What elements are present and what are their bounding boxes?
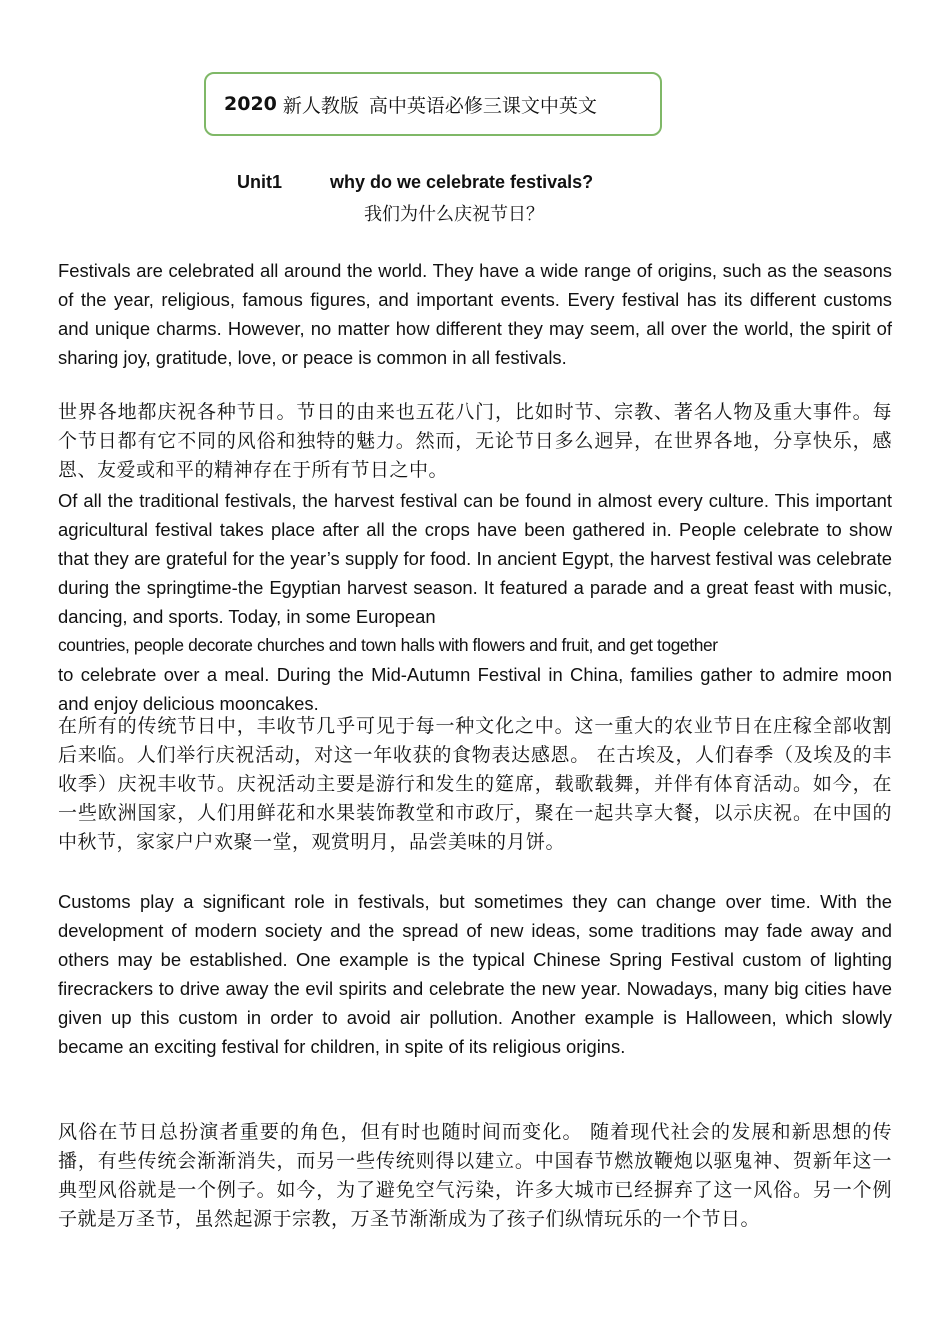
paragraph-2-en-part-b: countries, people decorate churches and town halls with flowers and fruit, and get together bbox=[58, 635, 718, 655]
title-year: 2020 bbox=[224, 93, 277, 115]
paragraph-1-en: Festivals are celebrated all around the world. They have a wide range of origins, such as the seasons of the year, religious, famous figures, and important events. Every festival has its different customs and unique charms. However, no matter how different they may seem, all over the world, the spirit of sharing joy, gratitude, love, or peace is common in all festivals. bbox=[58, 260, 892, 368]
paragraph-2-en-part-a: Of all the traditional festivals, the harvest festival can be found in almost every culture. This important agricultural festival takes place after all the crops have been gathered in. People celebrate to show that they are grateful for the year’s supply for food. In ancient Egypt, the harvest festival was celebrate during the springtime-the Egyptian harvest season. It featured a parade and a great feast with music, dancing, and sports. Today, in some European bbox=[58, 490, 892, 627]
unit-heading bbox=[237, 172, 593, 193]
document-title-box bbox=[204, 72, 662, 136]
unit-title-en: why do we celebrate festivals? bbox=[330, 172, 594, 192]
paragraph-2-zh: 在所有的传统节日中，丰收节几乎可见于每一种文化之中。这一重大的农业节日在庄稼全部收割后来临。人们举行庆祝活动，对这一年收获的食物表达感恩。 在古埃及，人们春季（及埃及的丰收季）庆祝丰收节。庆祝活动主要是游行和发生的筵席，载歌载舞，并伴有体育活动。如今，在一些欧洲国家，人们用鲜花和水果装饰教堂和市政厅，聚在一起共享大餐，以示庆祝。在中国的中秋节，家家户户欢聚一堂，观赏明月，品尝美味的月饼。 bbox=[58, 715, 892, 853]
unit-label: Unit1 bbox=[237, 172, 282, 192]
paragraph-1-zh: 世界各地都庆祝各种节日。节日的由来也五花八门，比如时节、宗教、著名人物及重大事件。每个节日都有它不同的风俗和独特的魅力。然而，无论节日多么迥异，在世界各地，分享快乐，感恩、友爱或和平的精神存在于所有节日之中。 bbox=[58, 401, 892, 481]
paragraph-2-en bbox=[58, 486, 892, 718]
title-edition: 新人教版 bbox=[282, 94, 359, 117]
paragraph-3-zh: 风俗在节日总扮演者重要的角色，但有时也随时间而变化。 随着现代社会的发展和新思想的传播，有些传统会渐渐消失，而另一些传统则得以建立。中国春节燃放鞭炮以驱鬼神、贺新年这一典型风俗就是一个例子。如今，为了避免空气污染，许多大城市已经摒弃了这一风俗。另一个例子就是万圣节，虽然起源于宗教，万圣节渐渐成为了孩子们纵情玩乐的一个节日。 bbox=[58, 1121, 892, 1230]
unit-title-zh: 我们为什么庆祝节日？ bbox=[364, 204, 544, 225]
title-subject: 高中英语必修三课文中英文 bbox=[368, 94, 597, 117]
paragraph-2-en-part-c: to celebrate over a meal. During the Mid-Autumn Festival in China, families gather to admire moon and enjoy delicious mooncakes. bbox=[58, 664, 892, 714]
paragraph-3-en: Customs play a significant role in festivals, but sometimes they can change over time. With the development of modern society and the spread of new ideas, some traditions may fade away and others may be established. One example is the typical Chinese Spring Festival custom of lighting firecrackers to drive away the evil spirits and celebrate the new year. Nowadays, many big cities have given up this custom in order to avoid air pollution. Another example is Halloween, which slowly became an exciting festival for children, in spite of its religious origins. bbox=[58, 891, 892, 1057]
